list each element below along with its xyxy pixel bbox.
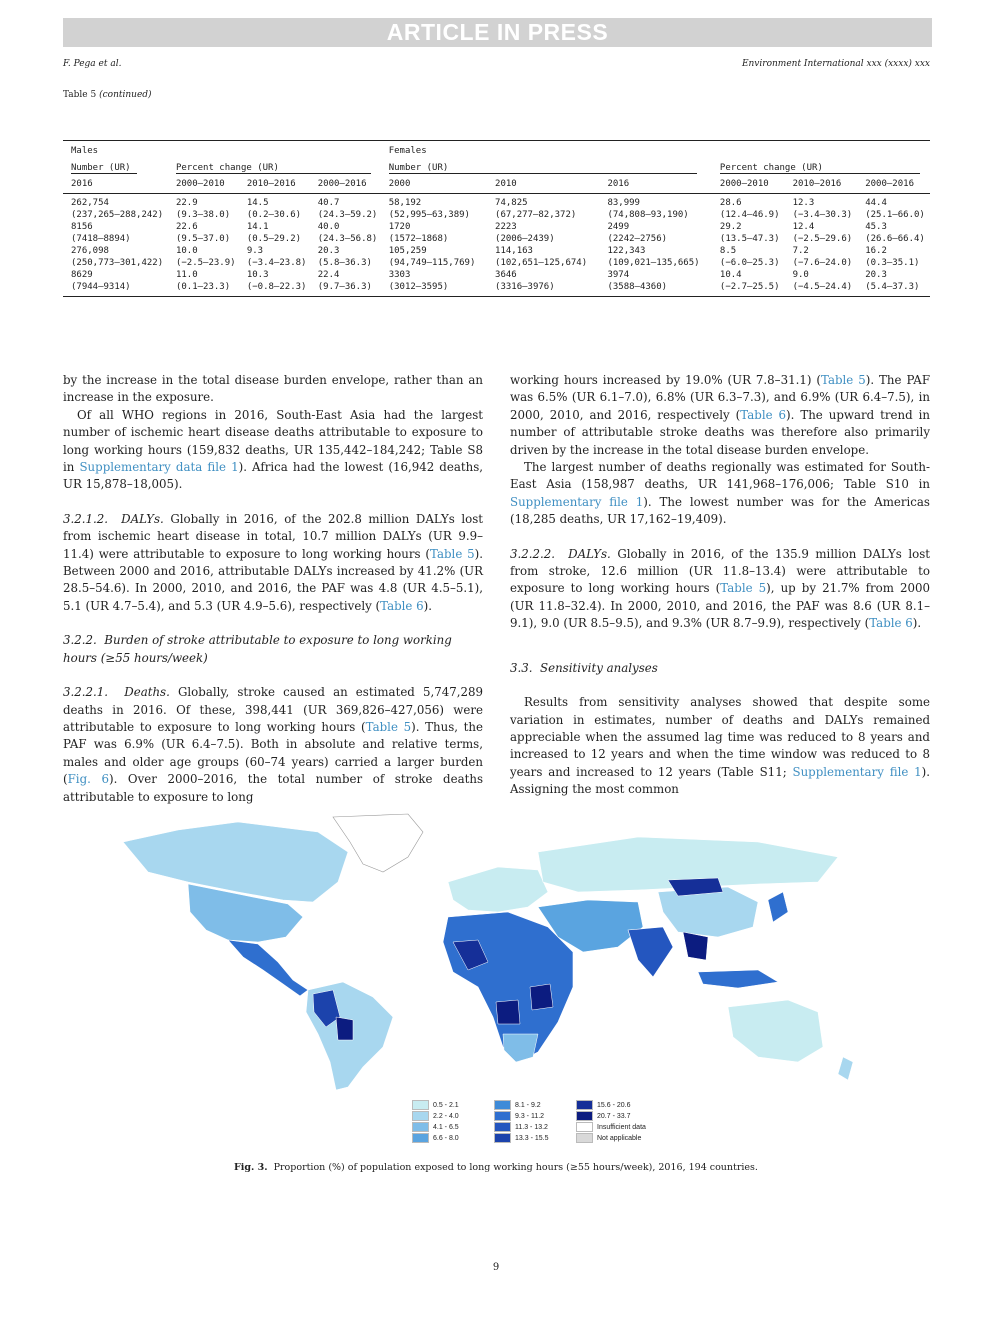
legend-item [576,1122,646,1131]
column-header: 2010–2016 [246,179,296,189]
males-header: Males [71,146,99,156]
table-row [63,257,930,269]
table-cell: 83,999 [607,198,640,208]
table-cell: 14.5 [246,198,269,208]
fig-6-link[interactable]: Fig. 6 [67,772,109,787]
table-cell: (5.8–36.3) [317,258,372,268]
legend-item [494,1100,541,1109]
table-cell: (7944–9314) [71,282,131,292]
legend-item [412,1111,459,1120]
section-title: Deaths. [124,685,170,700]
running-header-journal: Environment International xxx (xxxx) xxx [741,59,930,69]
legend-item [494,1133,548,1142]
table-cell: (−2.7–25.5) [719,282,780,292]
table-row [63,281,930,297]
legend-swatch [494,1111,511,1121]
column-header: 2000–2016 [317,179,367,189]
table-cell: 3303 [388,270,411,280]
table-cell: 105,259 [388,246,427,256]
section-3-2-2-1: 3.2.2.1. Deaths. Globally, stroke caused an estimated 5,747,289 deaths in 2016. Of these, 398,441 (UR 369,826–427,056) were attributable to exposure to long working hours (Table 5). Thus, the PAF was 6.9% (UR 6.4–7.5). Both in absolute and relative terms, males and older age groups (60–74 years) carried a larger burden (Fig. 6). Over 2000–2016, the total number of stroke deaths attributable to exposure to long [63,685,484,804]
table-cell: 28.6 [719,198,742,208]
table-cell: (1572–1868) [388,234,449,244]
table-cell: (24.3–59.2) [317,210,378,220]
table-cell: (3012–3595) [388,282,449,292]
table-cell: (−6.0–25.3) [719,258,780,268]
table-cell: 2223 [495,222,517,232]
legend-swatch [494,1122,511,1132]
table-cell: (25.1–66.0) [865,210,925,220]
table-cell: 12.3 [792,198,815,208]
bolivia-region [336,1017,353,1040]
table-cell: 114,163 [495,246,533,256]
column-header: 2000–2010 [719,179,769,189]
table-cell: 11.0 [175,270,198,280]
legend-item [494,1111,544,1120]
table-cell: (2006–2439) [495,234,555,244]
table-cell: (−3.4–30.3) [792,210,853,220]
supplementary-link[interactable]: Supplementary file 1 [792,764,922,779]
tanzania-region [530,984,553,1010]
legend-swatch [494,1100,511,1110]
table-cell: 16.2 [865,246,887,256]
table-5-link[interactable]: Table 5 [720,581,767,596]
females-header: Females [388,146,427,156]
table-cell: 20.3 [317,246,340,256]
table-cell: (3316–3976) [495,282,555,292]
table-cell: (0.3–35.1) [865,258,920,268]
table-cell: 40.7 [317,198,340,208]
legend-swatch [412,1122,429,1132]
figure-caption [0,1162,992,1173]
table-cell: 122,343 [607,246,646,256]
table-cell: (−2.5–29.6) [792,234,853,244]
table-cell: (237,265–288,242) [71,210,164,220]
legend-item [412,1133,459,1142]
supplementary-link[interactable]: Supplementary file 1 [510,494,644,509]
legend-label: 9.3 - 11.2 [515,1112,545,1120]
section-title: DALYs. [121,511,164,526]
column-header: 2000–2016 [865,179,914,189]
table-cell: 9.3 [246,246,264,256]
column-header: 2010–2016 [792,179,842,189]
legend-item [576,1111,630,1120]
table-cell: 3974 [607,270,630,280]
legend-label: Insufficient data [597,1123,646,1131]
table-cell: 12.4 [792,222,815,232]
table-cell: (52,995–63,389) [388,210,470,220]
legend-swatch [576,1100,593,1110]
central-africa-region [496,1000,520,1024]
table-cell: (24.3–56.8) [317,234,378,244]
table-5 [63,140,930,297]
table-cell: 22.4 [317,270,340,280]
legend-swatch [412,1100,429,1110]
table-cell: 2499 [607,222,630,232]
column-header: 2010 [495,179,517,189]
legend-label: 11.3 - 13.2 [515,1123,548,1131]
table-row [63,269,930,281]
table-cell: (−4.5–24.4) [792,282,853,292]
table-cell: (0.5–29.2) [246,234,302,244]
table-cell: (9.3–38.0) [175,210,231,220]
table-cell: 10.4 [719,270,742,280]
table-cell: (−2.5–23.9) [175,258,236,268]
running-header-authors: F. Pega et al. [63,59,122,69]
legend-swatch [576,1133,593,1143]
table-5-link[interactable]: Table 5 [430,546,475,561]
legend-label: 13.3 - 15.5 [515,1134,549,1142]
females-number-ur: Number (UR) [389,163,697,174]
left-column [63,372,483,806]
table-row [63,233,930,245]
table-row [63,245,930,257]
table-row [63,194,930,210]
article-in-press-banner: ARTICLE IN PRESS [63,18,932,47]
table-cell: 22.6 [175,222,198,232]
table-cell: 74,825 [495,198,528,208]
column-header: 2000 [388,179,411,189]
left-para-1: by the increase in the total disease burden envelope, rather than an increase in the exposure. [63,373,483,405]
table-cell: (67,277–82,372) [495,210,577,220]
column-header: 2000–2010 [175,179,225,189]
males-number-ur: Number (UR) [71,163,137,174]
table-row [63,209,930,221]
column-header: 2016 [607,179,630,189]
table-5-link[interactable]: Table 5 [821,373,866,387]
section-3-2-1-2: 3.2.1.2. DALYs. Globally in 2016, of the 202.8 million DALYs lost from ischemic heart disease in total, 10.7 million DALYs (UR 9.9–11.4) were attributable to exposure to long working hours (Table 5). Between 2000 and 2016, attributable DALYs increased by 41.2% (UR 28.5–54.6). In 2000, 2010, and 2016, the PAF was 4.8 (UR 4.5–5.1), 5.1 (UR 4.7–5.4), and 5.3 (UR 4.9–5.6), respectively (Table 6). [63,511,484,613]
right-para-2: The largest number of deaths regionally was estimated for South-East Asia (158,987 deaths, UR 141,968–176,006; Table S10 in Supplementary file 1). The lowest number was for the Americas (18,285 deaths, UR 17,162–19,409). [510,460,930,527]
table-cell: (7418–8894) [71,234,131,244]
legend-label: 6.6 - 8.0 [433,1134,459,1142]
section-number: 3.2.2.1. [63,685,109,700]
table-cell: (74,808–93,190) [607,210,689,220]
table-cell: (12.4–46.9) [719,210,780,220]
column-header: 2016 [71,179,93,189]
legend-swatch [576,1111,593,1121]
table-cell: 14.1 [246,222,269,232]
table-cell: (109,021–135,665) [607,258,700,268]
world-map [118,812,876,1094]
table-cell: (94,749–115,769) [388,258,476,268]
legend-label: 0.5 - 2.1 [433,1101,459,1109]
figure-caption-text: Proportion (%) of population exposed to long working hours (≥55 hours/week), 2016, 194 countries. [273,1162,758,1173]
table-row [63,221,930,233]
table-cell: (−3.4–23.8) [246,258,307,268]
table-cell: 40.0 [317,222,340,232]
table-6-link[interactable]: Table 6 [740,407,787,422]
table-6-link[interactable]: Table 6 [380,598,424,613]
table-cell: 8156 [71,222,93,232]
table-cell: (250,773–301,422) [71,258,164,268]
legend-item [412,1122,459,1131]
page-number: 9 [492,1262,500,1273]
right-para-sensitivity: Results from sensitivity analyses showed that despite some variation in estimates, number of deaths and DALYs remained appreciable when the assumed lag time was reduced to 8 years and increased to 12 years and when the time window was reduced to 8 years and increased to 12 years (Table S11; Supplementary file 1). Assigning the most common [510,695,930,797]
table-cell: 7.2 [792,246,809,256]
section-3-2-2-2: 3.2.2.2. DALYs. Globally in 2016, of the 135.9 million DALYs lost from stroke, 12.6 million (UR 11.8–13.4) were attributable to exposure to long working hours (Table 5), up by 21.7% from 2000 (UR 11.8–32.4). In 2000, 2010, and 2016, the PAF was 8.6 (UR 8.1–9.1), 9.0 (UR 8.5–9.5), and 9.3% (UR 8.7–9.9), respectively (Table 6). [510,546,931,631]
table-cell: 29.2 [719,222,742,232]
table-cell: (−7.6–24.0) [792,258,853,268]
table-cell: (5.4–37.3) [865,282,920,292]
table-cell: 8629 [71,270,93,280]
legend-label: 4.1 - 6.5 [433,1123,459,1131]
table-caption [63,90,152,100]
legend-label: 2.2 - 4.0 [433,1112,459,1120]
legend-swatch [412,1111,429,1121]
table-cell: 10.3 [246,270,269,280]
table-cell: 9.0 [792,270,809,280]
table-cell: 10.0 [175,246,198,256]
females-percent-change: Percent change (UR) [720,163,920,174]
males-percent-change: Percent change (UR) [176,163,371,174]
supplementary-link[interactable]: Supplementary data file 1 [79,460,239,475]
table-cell: (13.5–47.3) [719,234,780,244]
table-cell: 262,754 [71,198,109,208]
legend-item [576,1100,630,1109]
legend-label: Not applicable [597,1134,642,1142]
table-cell: (0.1–23.3) [175,282,231,292]
table-caption-continued: (continued) [99,90,152,100]
legend-swatch [494,1133,511,1143]
table-cell: 1720 [388,222,411,232]
right-para-1: working hours increased by 19.0% (UR 7.8–31.1) (Table 5). The PAF was 6.5% (UR 6.1–7.0), 6.8% (UR 6.3–7.3), and 6.9% (UR 6.4–7.5), in 2000, 2010, and 2016, respectively (Table 6). The upward trend in number of attributable stroke deaths was therefore also primarily driven by the increase in the total disease burden envelope. [510,373,931,457]
table-cell: (26.6–66.4) [865,234,925,244]
figure-label: Fig. 3. [234,1162,268,1173]
table-cell: (0.2–30.6) [246,210,302,220]
table-cell: 22.9 [175,198,198,208]
table-cell: 58,192 [388,198,422,208]
legend-swatch [576,1122,593,1132]
legend-label: 20.7 - 33.7 [597,1112,631,1120]
table-cell: 3646 [495,270,517,280]
section-3-2-2-heading: 3.2.2. Burden of stroke attributable to exposure to long working hours (≥55 hours/week) [63,633,452,665]
table-cell: 8.5 [719,246,737,256]
legend-item [494,1122,548,1131]
table-6-link[interactable]: Table 6 [869,616,913,631]
table-caption-label: Table 5 [63,90,97,100]
legend-label: 8.1 - 9.2 [515,1101,541,1109]
table-cell: (9.7–36.3) [317,282,372,292]
table-5-link[interactable]: Table 5 [365,719,412,734]
table-cell: (2242–2756) [607,234,668,244]
table-cell: 20.3 [865,270,887,280]
table-cell: (3588–4360) [607,282,668,292]
left-para-2: Of all WHO regions in 2016, South-East Asia had the largest number of ischemic heart disease deaths attributable to exposure to long working hours (159,832 deaths, UR 135,442–184,242; Table S8 in Supplementary data file 1). Africa had the lowest (16,942 deaths, UR 15,878–18,005). [63,407,484,492]
legend-swatch [412,1133,429,1143]
table-cell: (−0.8–22.3) [246,282,307,292]
table-cell: (9.5–37.0) [175,234,231,244]
section-title: DALYs. [568,546,611,561]
legend-item [412,1100,459,1109]
table-cell: (102,651–125,674) [495,258,588,268]
table-cell: 276,098 [71,246,109,256]
table-cell: 44.4 [865,198,887,208]
legend-label: 15.6 - 20.6 [597,1101,631,1109]
right-column [510,372,930,799]
legend-item [576,1133,641,1142]
section-number: 3.2.2.2. [510,546,556,561]
section-3-3-heading: 3.3. Sensitivity analyses [510,660,658,675]
section-number: 3.2.1.2. [63,511,109,526]
table-cell: 45.3 [865,222,887,232]
